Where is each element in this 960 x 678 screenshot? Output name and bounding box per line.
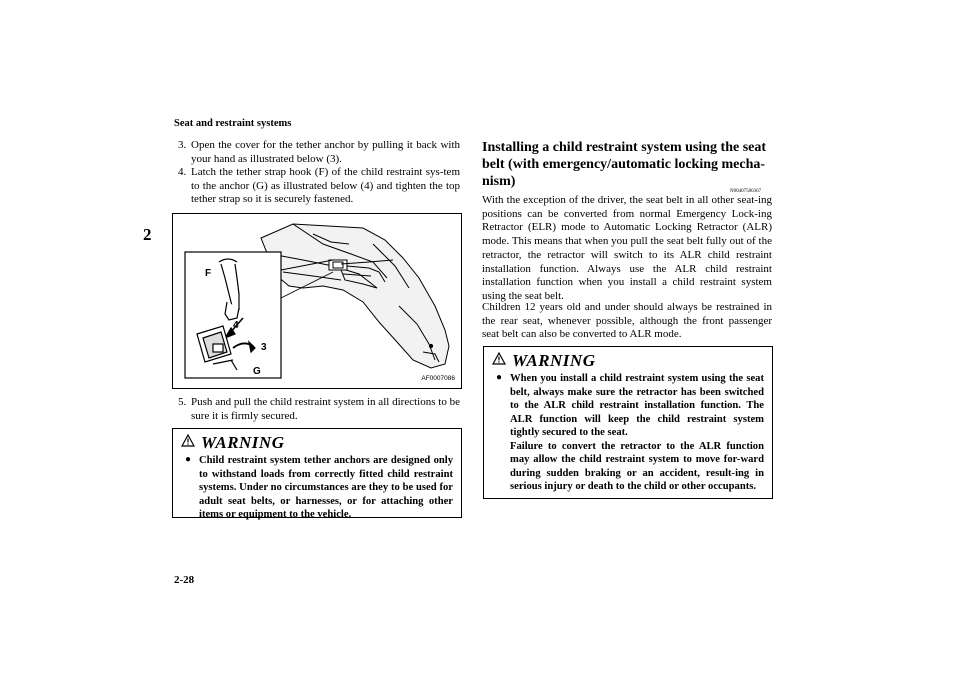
warning-triangle-icon <box>181 434 195 452</box>
warning-text: Failure to convert the retractor to the ALR function may allow the child restraint system to move for-ward during sudden braking or an accident, result-ing in serious injury or death to the child or other occupants. <box>510 440 764 492</box>
section-code: N00407500367 <box>730 189 762 194</box>
step-text: Open the cover for the tether anchor by pulling it back with your hand as illustrated below (3). <box>191 139 460 165</box>
bullet-icon: ● <box>185 454 192 465</box>
label-g: G <box>253 366 261 377</box>
paragraph-children: Children 12 years old and under should always be restrained in the rear seat, whenever possible, although the front passenger seat belt can also be converted to ALR mode. <box>482 301 772 341</box>
step-number: 4. <box>178 166 187 178</box>
warning-box-alr <box>483 346 773 499</box>
warning-bullet-item <box>496 372 764 494</box>
tether-anchor-illustration <box>172 213 462 389</box>
page-number: 2-28 <box>174 574 195 586</box>
rear-seat-drawing <box>261 224 449 368</box>
running-header: Seat and restraint systems <box>174 118 292 129</box>
step-number: 5. <box>178 396 187 408</box>
label-3: 3 <box>261 342 267 353</box>
paragraph-alr: With the exception of the driver, the seat belt in all other seat-ing positions can be converted from normal Emergency Lock-ing Retractor (ELR) mode to Automatic Locking Retractor (ALR) mode. This means that when you pull the seat belt fully out of the retractor, the retractor will switch to its ALR child restraint installation function. Always use the ALR child restraint installation function when you install a child restraint system using the seat belt. <box>482 194 772 302</box>
warning-header <box>181 431 284 455</box>
step-4 <box>178 166 460 207</box>
seat-tether-diagram <box>173 214 461 388</box>
warning-text: When you install a child restraint system using the seat belt, always make sure the retractor has been switched to the ALR child restraint installation function. The ALR function will keep the child restraint system tightly secured to the seat. <box>510 373 764 438</box>
label-f: F <box>205 268 212 279</box>
chapter-number: 2 <box>143 225 152 244</box>
step-text: Latch the tether strap hook (F) of the child restraint sys-tem to the anchor (G) as illustrated below (4) and tighten the top tether strap so it is securely fastened. <box>191 166 460 206</box>
step-text: Push and pull the child restraint system in all directions to be sure it is firmly secured. <box>191 396 460 422</box>
warning-title: WARNING <box>512 351 596 370</box>
warning-bullet-item <box>185 454 453 522</box>
warning-header <box>492 349 595 373</box>
step-number: 3. <box>178 139 187 151</box>
warning-title: WARNING <box>201 433 285 452</box>
section-heading: Installing a child restraint system using the seat belt (with emergency/automatic locking mecha-nism) <box>482 140 767 189</box>
label-4: 4 <box>233 320 239 331</box>
warning-box-tether <box>172 428 462 518</box>
figure-code: AF0007086 <box>421 375 455 382</box>
bullet-icon: ● <box>496 372 503 383</box>
step-5 <box>178 396 460 423</box>
warning-triangle-icon <box>492 352 506 370</box>
warning-text: Child restraint system tether anchors are designed only to withstand loads from correctly fitted child restraint systems. Under no circumstances are they to be used for adult seat belts, or harnesses, or for attaching other items or equipment to the vehicle. <box>199 455 453 520</box>
step-3 <box>178 139 460 166</box>
